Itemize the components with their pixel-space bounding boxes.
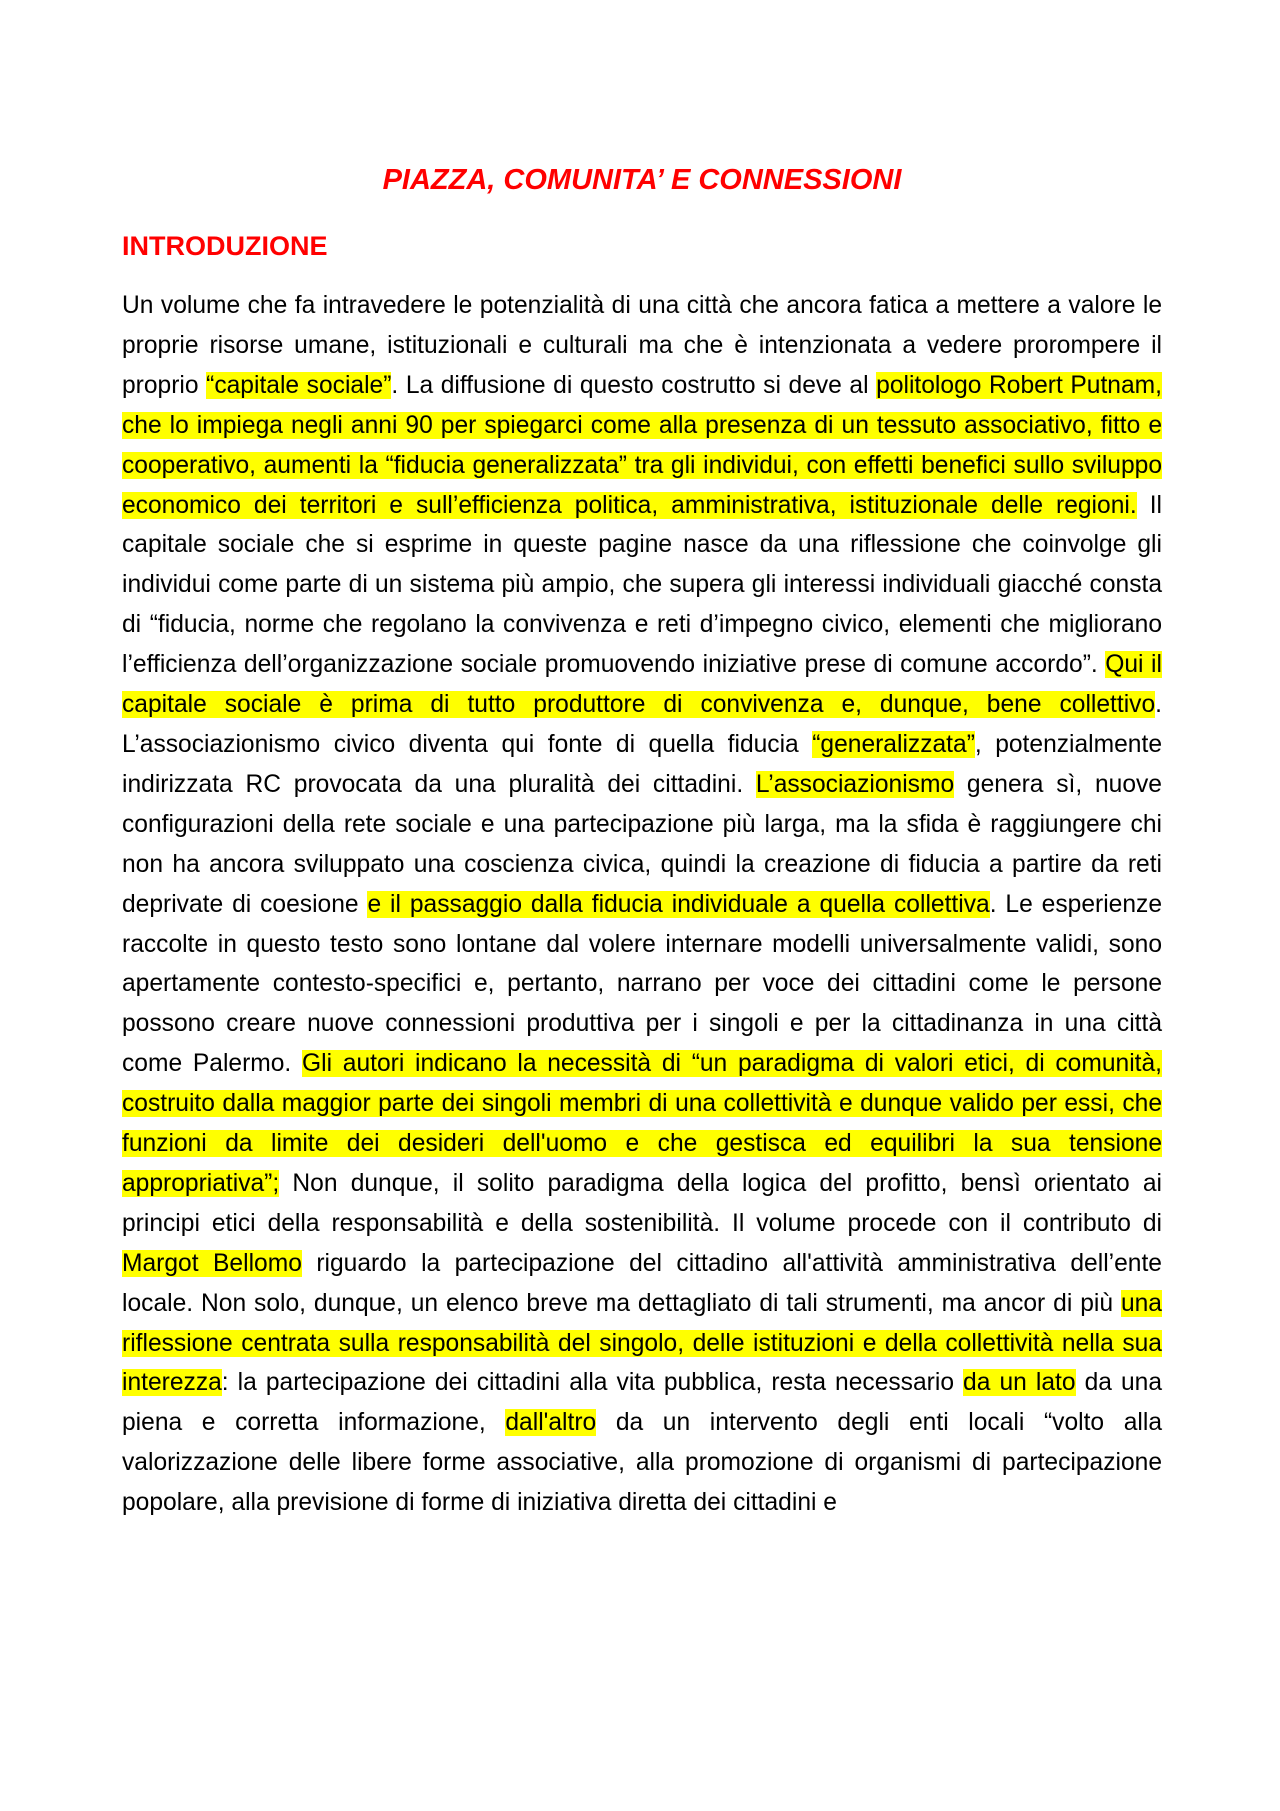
text-run: riguardo la partecipazione del cittadino all'attività amministrativa dell’ente locale. Non solo, dunque, un elenco breve ma dettagliato di tali strumenti, ma ancor di più [122, 1249, 1162, 1317]
text-run: da una piena e corretta informazione, [122, 1369, 1163, 1437]
body-paragraph [122, 286, 1162, 1523]
text-run: : la partecipazione dei cittadini alla vita pubblica, resta necessario [221, 1369, 964, 1397]
highlighted-text: Gli autori indicano la necessità di “un paradigma di valori etici, di comunità, costruito dalla maggior parte dei singoli membri di una collettività e dunque valido per essi, che funzioni da limite dei desideri dell'uomo e che gestisca ed equilibri la sua tensione appropriativa”; [122, 1050, 1163, 1197]
section-heading: INTRODUZIONE [122, 231, 328, 261]
highlighted-text: Qui il capitale sociale è prima di tutto produttore di convivenza e, dunque, bene collettivo [122, 651, 1162, 719]
highlighted-text: “capitale sociale” [206, 371, 392, 399]
highlighted-text: da un lato [963, 1369, 1076, 1397]
page-title: PIAZZA, COMUNITA’ E CONNESSIONI [382, 164, 902, 196]
highlighted-text: politologo Robert Putnam, che lo impiega negli anni 90 per spiegarci come alla presenza di un tessuto associativo, fitto e cooperativo, aumenti la “fiducia generalizzata” tra gli individui, con effetti benefici sullo sviluppo economico dei territori e sull’efficienza politica, amministrativa, istituzionale delle regioni. [122, 371, 1162, 519]
text-run: Il capitale sociale che si esprime in queste pagine nasce da una riflessione che coinvolge gli individui come parte di un sistema più ampio, che supera gli interessi individuali giacché consta di “fiducia, norme che regolano la convivenza e reti d’impegno civico, elementi che migliorano l’efficienza dell’organizzazione sociale promuovendo iniziative prese di comune accordo”. [122, 491, 1162, 679]
highlighted-text: “generalizzata” [812, 730, 975, 758]
highlighted-text: una riflessione centrata sulla responsabilità del singolo, delle istituzioni e della collettività nella sua interezza [122, 1289, 1162, 1397]
highlighted-text: Margot Bellomo [122, 1249, 302, 1277]
text-run: Un volume che fa intravedere le potenzialità di una città che ancora fatica a mettere a valore le proprie risorse umane, istituzionali e culturali ma che è intenzionata a vedere prorompere il proprio [122, 292, 1162, 399]
text-run: da un intervento degli enti locali “volto alla valorizzazione delle libere forme associative, alla promozione di organismi di partecipazione popolare, alla previsione di forme di iniziativa diretta dei cittadini e [122, 1409, 1162, 1517]
text-run: . L’associazionismo civico diventa qui fonte di quella fiducia [122, 691, 1162, 758]
highlighted-text: dall'altro [505, 1409, 597, 1437]
text-run: . La diffusione di questo costrutto si deve al [391, 371, 877, 399]
text-run: genera sì, nuove configurazioni della rete sociale e una partecipazione più larga, ma la sfida è raggiungere chi non ha ancora sviluppato una coscienza civica, quindi la creazione di fiducia a partire da reti deprivate di coesione [122, 770, 1162, 918]
text-run: . Le esperienze raccolte in questo testo sono lontane dal volere internare modelli universalmente validi, sono apertamente contesto-specifici e, pertanto, narrano per voce dei cittadini come le persone possono creare nuove connessioni produttiva per i singoli e per la cittadinanza in una città come Palermo. [122, 890, 1162, 1078]
highlighted-text: e il passaggio dalla fiducia individuale a quella collettiva [367, 890, 990, 918]
text-run: Non dunque, il solito paradigma della logica del profitto, bensì orientato ai principi etici della responsabilità e della sostenibilità. Il volume procede con il contributo di [122, 1169, 1162, 1237]
highlighted-text: L’associazionismo [755, 770, 955, 798]
text-run: , potenzialmente indirizzata RC provocata da una pluralità dei cittadini. [122, 730, 1162, 798]
